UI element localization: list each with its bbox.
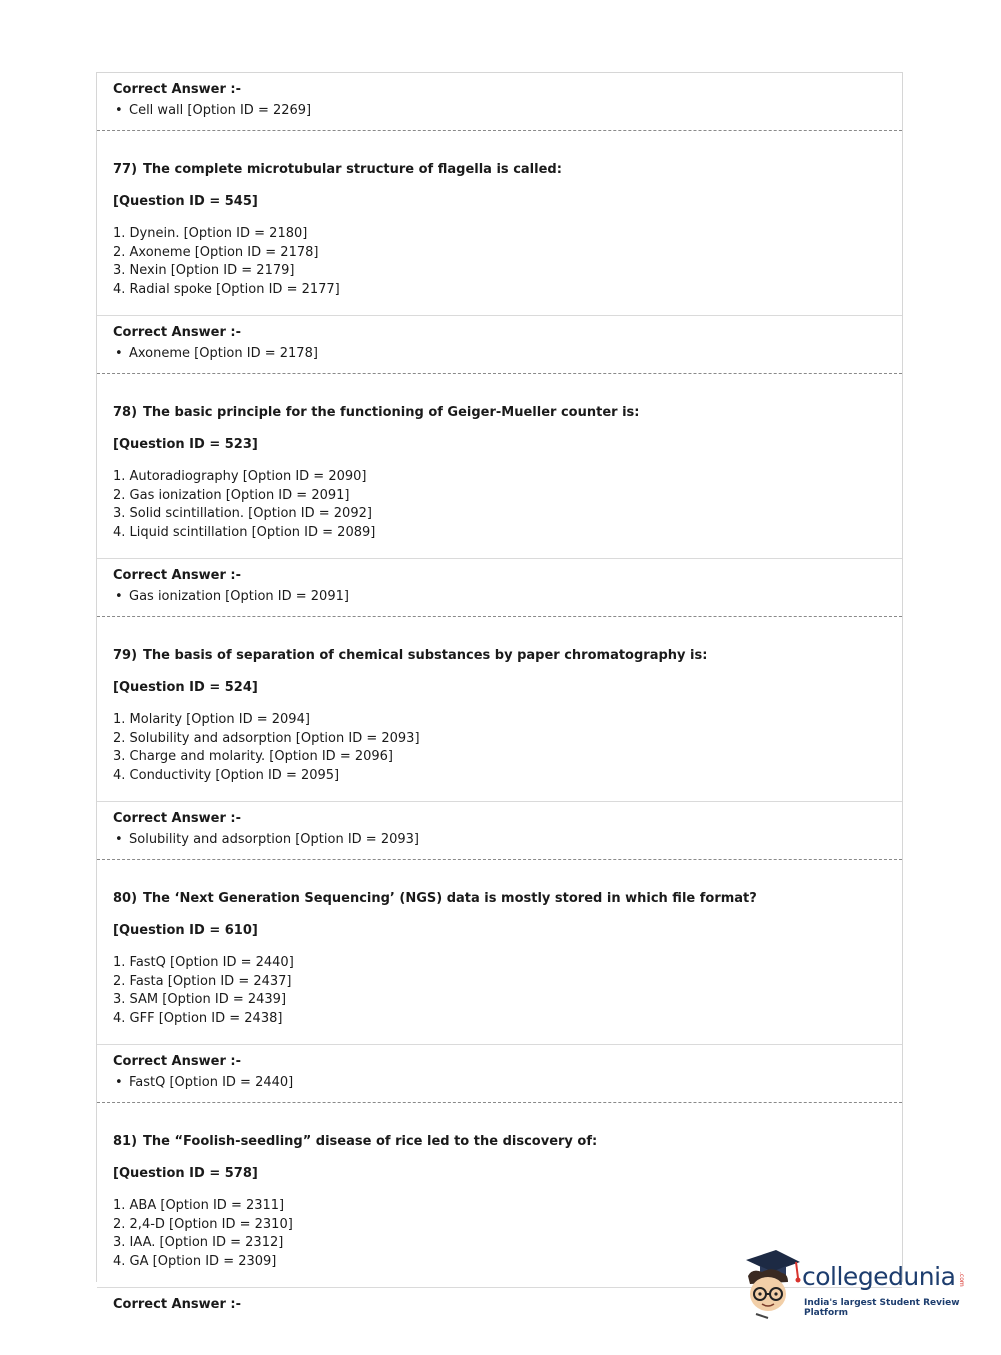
- option-item: 1. Dynein. [Option ID = 2180]: [113, 226, 308, 241]
- question-title: [113, 161, 886, 179]
- answer-list: [113, 102, 886, 120]
- question-number: 79): [113, 648, 138, 663]
- option-item: 1. FastQ [Option ID = 2440]: [113, 955, 294, 970]
- option-item: 1. ABA [Option ID = 2311]: [113, 1198, 285, 1213]
- option-item: 4. Liquid scintillation [Option ID = 2089]: [113, 524, 376, 540]
- answer-block-79: [97, 802, 902, 860]
- answer-list: [113, 831, 886, 849]
- answer-label: Correct Answer :-: [113, 1297, 241, 1312]
- option-item: 2. Fasta [Option ID = 2437]: [113, 973, 292, 989]
- answer-value: • Gas ionization [Option ID = 2091]: [129, 588, 886, 606]
- question-text: The “Foolish-seedling” disease of rice led to the discovery of:: [143, 1134, 598, 1149]
- options-list: [113, 225, 886, 299]
- answer-block-76: [97, 73, 902, 131]
- option-item: 2. Gas ionization [Option ID = 2091]: [113, 487, 350, 503]
- question-title: [113, 647, 886, 665]
- answer-block-78: [97, 559, 902, 617]
- question-number: 77): [113, 162, 138, 177]
- option-item: 2. Axoneme [Option ID = 2178]: [113, 244, 319, 260]
- options-list: [113, 468, 886, 542]
- question-block-80: [97, 860, 902, 1045]
- question-text: The ‘Next Generation Sequencing’ (NGS) data is mostly stored in which file format?: [143, 891, 757, 906]
- collegedunia-logo: [742, 1246, 972, 1320]
- answer-label: Correct Answer :-: [113, 82, 241, 97]
- question-id: [Question ID = 545]: [113, 194, 258, 209]
- question-id: [Question ID = 524]: [113, 680, 258, 695]
- answer-value: • Axoneme [Option ID = 2178]: [129, 345, 886, 363]
- option-item: 3. Charge and molarity. [Option ID = 2096]: [113, 749, 394, 764]
- answer-block-80: [97, 1045, 902, 1103]
- option-item: 3. SAM [Option ID = 2439]: [113, 992, 287, 1007]
- question-number: 78): [113, 405, 138, 420]
- answer-value: • Cell wall [Option ID = 2269]: [129, 102, 886, 120]
- answer-label: Correct Answer :-: [113, 325, 241, 340]
- option-item: 3. Solid scintillation. [Option ID = 2092]: [113, 506, 372, 521]
- option-item: 2. Solubility and adsorption [Option ID = 2093]: [113, 730, 420, 746]
- question-title: [113, 1133, 886, 1151]
- options-list: [113, 711, 886, 785]
- question-id: [Question ID = 578]: [113, 1166, 258, 1181]
- logo-tagline: India's largest Student Review Platform: [804, 1298, 960, 1318]
- option-item: 3. Nexin [Option ID = 2179]: [113, 263, 295, 278]
- question-title: [113, 404, 886, 422]
- question-text: The complete microtubular structure of flagella is called:: [143, 162, 562, 177]
- question-number: 81): [113, 1134, 138, 1149]
- option-item: 4. GFF [Option ID = 2438]: [113, 1010, 283, 1026]
- answer-value: • Solubility and adsorption [Option ID = 2093]: [129, 831, 886, 849]
- option-item: 4. Radial spoke [Option ID = 2177]: [113, 281, 340, 297]
- answer-label: Correct Answer :-: [113, 1054, 241, 1069]
- option-item: 2. 2,4-D [Option ID = 2310]: [113, 1216, 293, 1232]
- answer-list: [113, 588, 886, 606]
- question-text: The basis of separation of chemical substances by paper chromatography is:: [143, 648, 708, 663]
- answer-block-77: [97, 316, 902, 374]
- logo-wordmark: collegedunia: [802, 1262, 956, 1291]
- answer-label: Correct Answer :-: [113, 811, 241, 826]
- option-item: 4. Conductivity [Option ID = 2095]: [113, 767, 340, 783]
- logo-suffix: .com: [958, 1272, 965, 1287]
- answer-value: • FastQ [Option ID = 2440]: [129, 1074, 886, 1092]
- answer-list: [113, 1074, 886, 1092]
- question-id: [Question ID = 610]: [113, 923, 258, 938]
- option-item: 3. IAA. [Option ID = 2312]: [113, 1235, 284, 1250]
- question-block-77: [97, 131, 902, 316]
- question-text: The basic principle for the functioning of Geiger-Mueller counter is:: [143, 405, 640, 420]
- answer-label: Correct Answer :-: [113, 568, 241, 583]
- question-title: [113, 890, 886, 908]
- option-item: 4. GA [Option ID = 2309]: [113, 1253, 277, 1269]
- question-id: [Question ID = 523]: [113, 437, 258, 452]
- question-number: 80): [113, 891, 138, 906]
- option-item: 1. Molarity [Option ID = 2094]: [113, 712, 310, 727]
- question-block-79: [97, 617, 902, 802]
- question-block-78: [97, 374, 902, 559]
- options-list: [113, 954, 886, 1028]
- option-item: 1. Autoradiography [Option ID = 2090]: [113, 469, 367, 484]
- answer-list: [113, 345, 886, 363]
- mascot-graduation-cap-icon: [742, 1246, 804, 1320]
